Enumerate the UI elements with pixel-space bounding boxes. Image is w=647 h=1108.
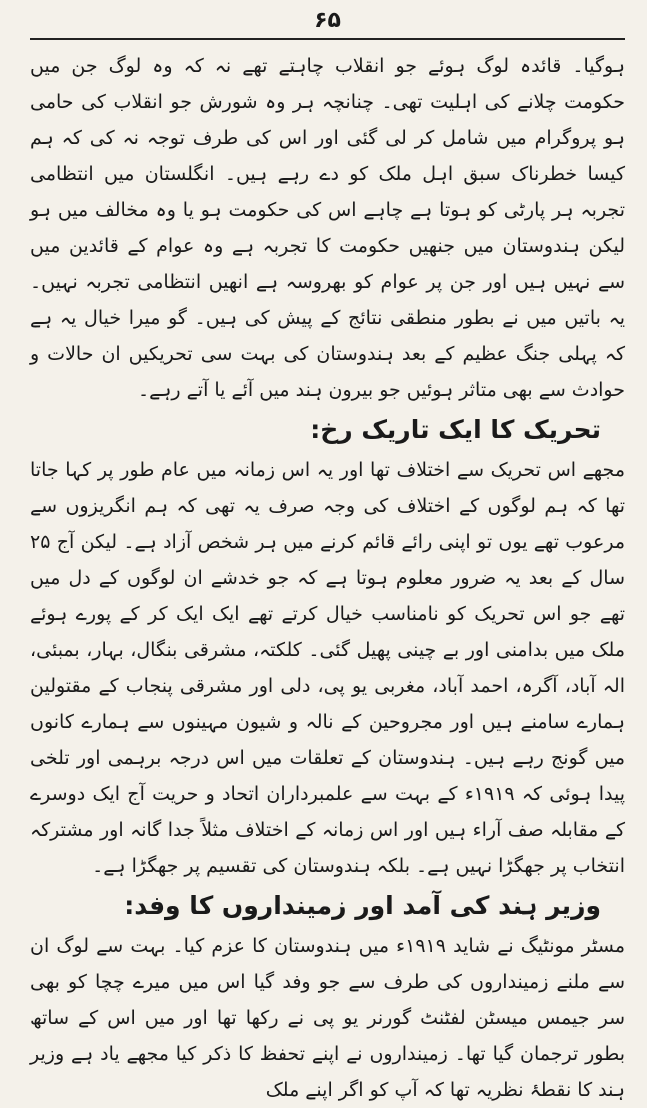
paragraph: مسٹر مونٹیگ نے شاید ۱۹۱۹ء میں ہندوستان کا عزم کیا۔ بہت سے لوگ ان سے ملنے زمینداروں کی طرف سے جو وفد گیا اس میں میرے چچا کو بھی سر جیمس میسٹن لفٹنٹ گورنر یو پی نے رکھا تھا اور میں اس کے ساتھ بطور ترجمان گیا تھا۔ زمینداروں نے اپنے تحفظ کا ذکر کیا مجھے یاد ہے وزیر ہند کا نقطۂ نظریہ تھا کہ آپ کو اگر اپنے ملک bbox=[30, 935, 625, 1101]
section-heading: وزیر ہند کی آمد اور زمینداروں کا وفد: bbox=[124, 891, 601, 920]
paragraph: ہوگیا۔ قائدہ لوگ ہوئے جو انقلاب چاہتے تھے نہ کہ وہ لوگ جن میں حکومت چلانے کی اہلیت تھی۔ چنانچہ ہر وہ شورش جو انقلاب کی حامی ہو پروگرام میں شامل کر لی گئی اور اس کی طرف توجہ نہ کی کہ ہم کیسا خطرناک سبق اہل ملک کو دے رہے ہیں۔ انگلستان میں انتظامی تجربہ ہر پارٹی کو ہوتا ہے چاہے اس کی حکومت ہو یا وہ مخالف میں ہو لیکن ہندوستان میں جنھیں حکومت کا تجربہ ہے وہ عوام کے قائدین میں سے نہیں ہیں اور جن پر عوام کو بھروسہ ہے انھیں انتظامی تجربہ نہیں۔ یہ باتیں میں نے بطور منطقی نتائج کے پیش کی ہیں۔ گو میرا خیال یہ ہے کہ پہلی جنگ عظیم کے بعد ہندوستان کی بہت سی تحریکیں ان حالات و حوادث سے بھی متاثر ہوئیں جو بیرون ہند میں آئے یا آتے رہے۔ bbox=[30, 55, 625, 401]
page-content bbox=[30, 48, 625, 1108]
section-heading: تحریک کا ایک تاریک رخ: bbox=[310, 415, 601, 444]
page-number: ۶۵ bbox=[314, 8, 341, 33]
paragraph: مجھے اس تحریک سے اختلاف تھا اور یہ اس زمانہ میں عام طور پر کہا جاتا تھا کہ ہم لوگوں کے اختلاف کی وجہ صرف یہ تھی کہ ہم انگریزوں سے مرعوب تھے یوں تو اپنی رائے قائم کرنے میں ہر شخص آزاد ہے۔ لیکن آج ۲۵ سال کے بعد یہ ضرور معلوم ہوتا ہے کہ جو خدشے ان لوگوں کے دل میں تھے جو اس تحریک کو نامناسب خیال کرتے تھے ایک ایک کر کے پورے ہوئے ملک میں بدامنی اور بے چینی پھیل گئی۔ کلکتہ، مشرقی بنگال، بہار، بمبئی، الہ آباد، آگرہ، احمد آباد، مغربی یو پی، دلی اور مشرقی پنجاب کے مقتولین ہمارے سامنے ہیں اور مجروحین کے نالہ و شیون مہینوں سے ہمارے کانوں میں گونج رہے ہیں۔ ہندوستان کے تعلقات میں اس درجہ برہمی اور تلخی پیدا ہوئی کہ ۱۹۱۹ء کے بہت سے علمبرداران اتحاد و حریت آج ایک دوسرے کے مقابلہ صف آراء ہیں اور اس زمانہ کے اختلاف مثلاً جدا گانہ اور مشترکہ انتخاب پر جھگڑا نہیں ہے۔ بلکہ ہندوستان کی تقسیم پر جھگڑا ہے۔ bbox=[30, 459, 625, 877]
header-rule bbox=[30, 38, 625, 40]
